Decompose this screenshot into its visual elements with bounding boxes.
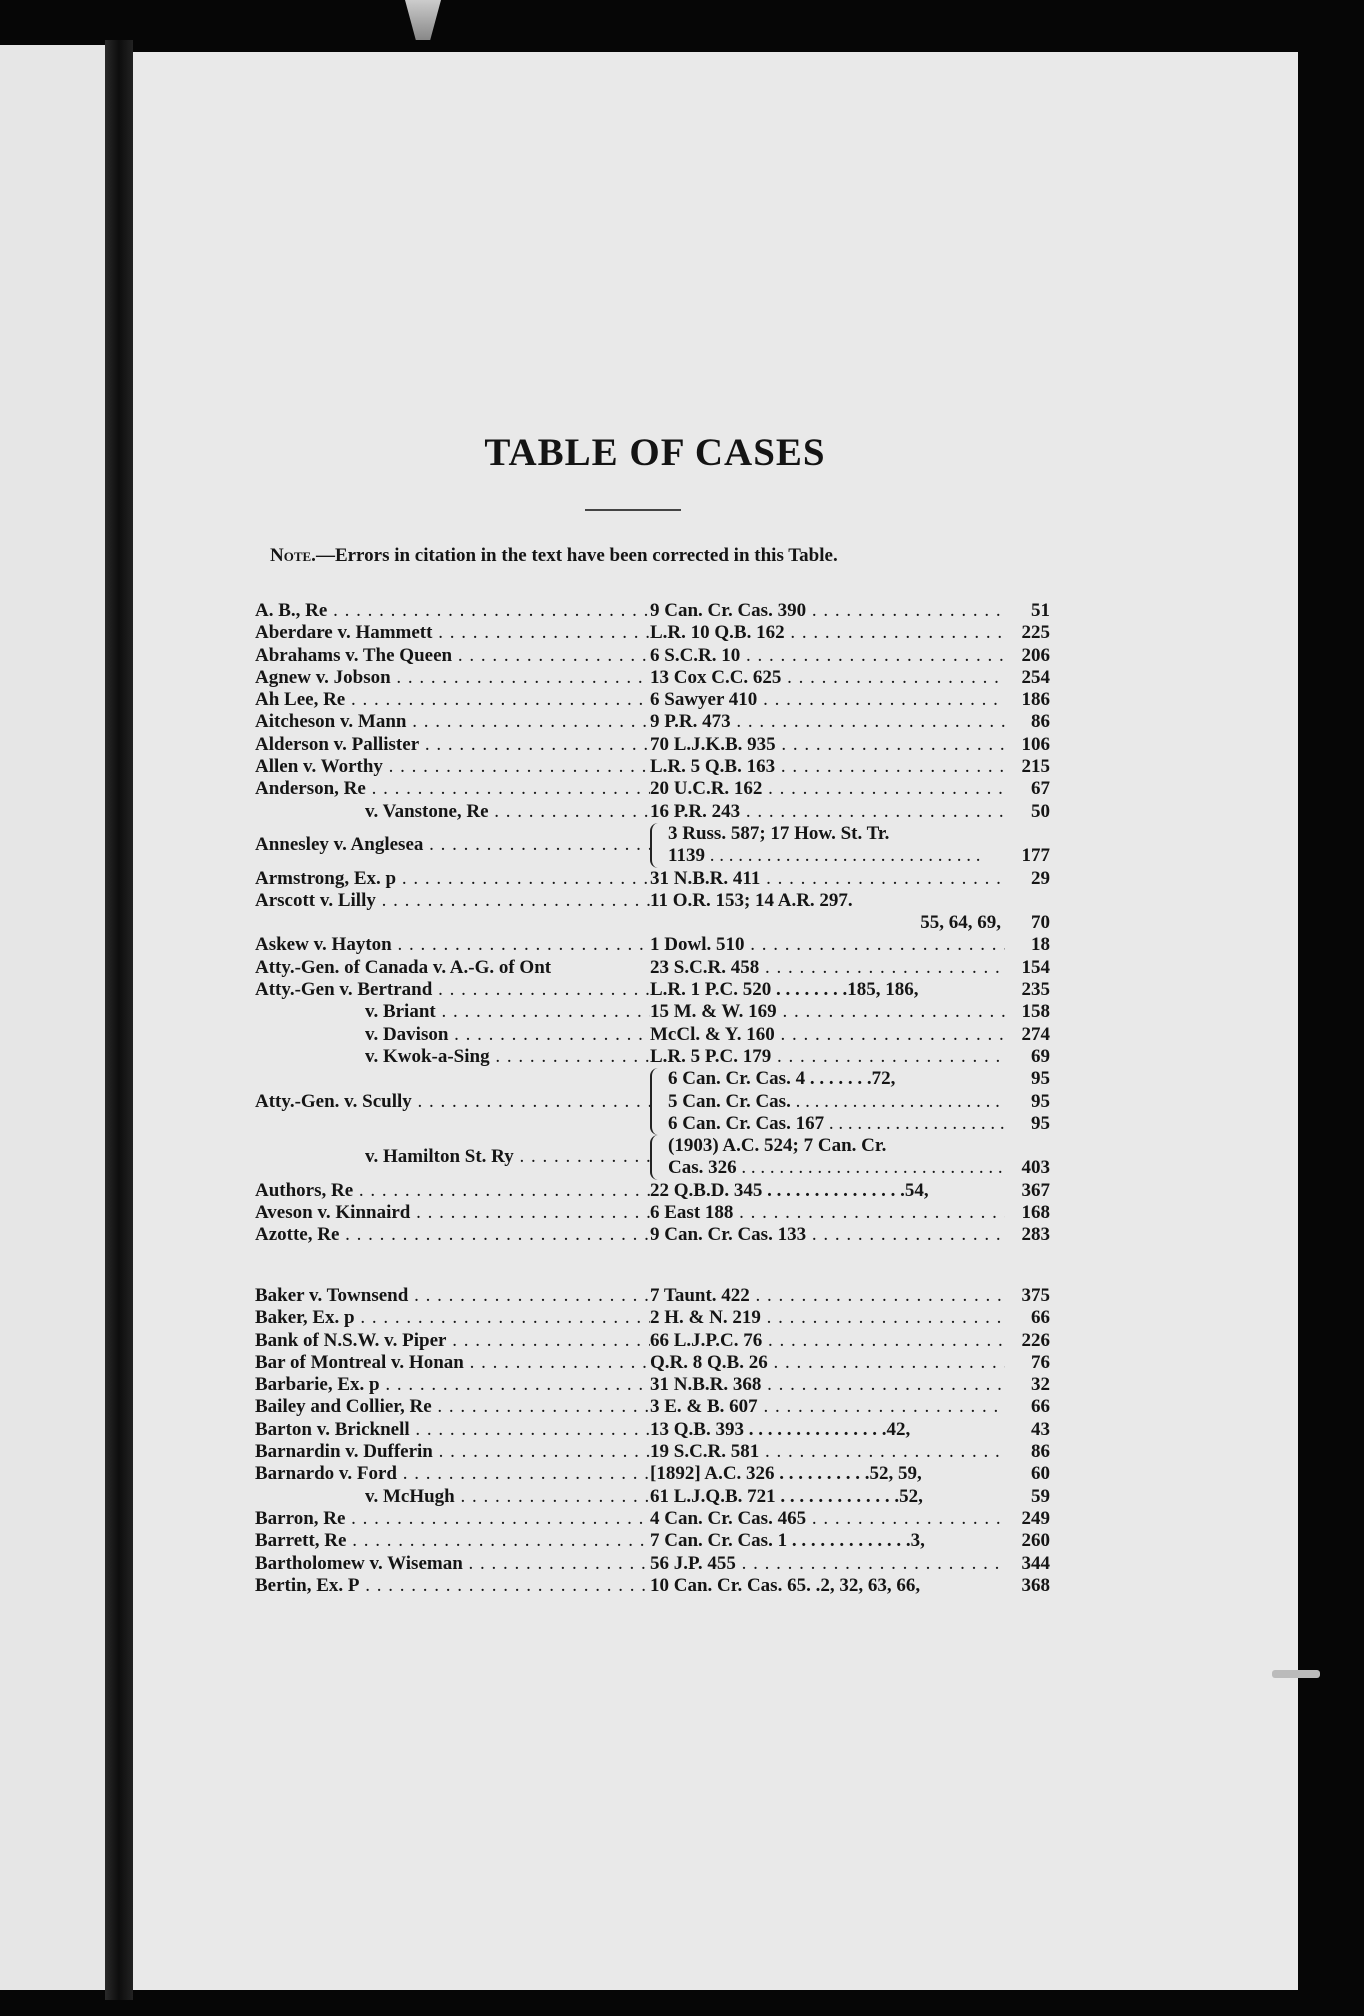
case-row bbox=[255, 868, 1050, 890]
brace bbox=[650, 1135, 662, 1180]
case-page: 60 bbox=[1031, 1463, 1050, 1485]
case-name: Annesley v. Anglesea . . . bbox=[255, 834, 650, 856]
case-name: Aberdare v. Hammett . . . bbox=[255, 622, 650, 644]
case-row bbox=[255, 1530, 1050, 1552]
case-row bbox=[255, 1419, 1050, 1441]
case-citation: 23 S.C.R. 458 . . . bbox=[650, 957, 1005, 979]
case-row bbox=[255, 1024, 1050, 1046]
case-name: Atty.-Gen. of Canada v. A.-G. of Ont bbox=[255, 956, 552, 978]
case-name: Aveson v. Kinnaird . . . bbox=[255, 1202, 650, 1224]
case-name: Anderson, Re . . . bbox=[255, 778, 650, 800]
case-row bbox=[255, 600, 1050, 622]
case-page: 95 bbox=[1031, 1068, 1050, 1090]
page-edge-mark bbox=[1272, 1670, 1320, 1678]
case-citation: McCl. & Y. 160 . . . bbox=[650, 1024, 1005, 1046]
citation-line: 1139 . . . bbox=[668, 845, 980, 867]
case-page: 86 bbox=[1031, 711, 1050, 733]
case-name: v. Kwok-a-Sing . . . bbox=[255, 1046, 650, 1068]
case-page: 29 bbox=[1031, 867, 1050, 889]
note-label: Note. bbox=[270, 545, 316, 566]
case-pages bbox=[1005, 1068, 1050, 1135]
case-citation: Q.R. 8 Q.B. 26 . . . bbox=[650, 1352, 1005, 1374]
case-citation: 2 H. & N. 219 . . . bbox=[650, 1307, 1005, 1329]
case-row bbox=[255, 756, 1050, 778]
case-row bbox=[255, 957, 1050, 979]
case-page: 95 bbox=[1031, 1112, 1050, 1134]
case-name: Authors, Re . . . bbox=[255, 1180, 650, 1202]
case-citation: 31 N.B.R. 411 . . . bbox=[650, 868, 1005, 890]
case-name: Askew v. Hayton . . . bbox=[255, 934, 650, 956]
case-row bbox=[255, 1224, 1050, 1246]
case-name: Ah Lee, Re . . . bbox=[255, 689, 650, 711]
case-page: 106 bbox=[1021, 733, 1050, 755]
case-row bbox=[255, 1001, 1050, 1023]
case-name: v. Vanstone, Re . . . bbox=[255, 801, 650, 823]
case-row bbox=[255, 1307, 1050, 1329]
case-name: Bailey and Collier, Re . . . bbox=[255, 1396, 650, 1418]
case-row bbox=[255, 1135, 1050, 1180]
case-page: 76 bbox=[1031, 1351, 1050, 1373]
case-name: Bertin, Ex. P . . . bbox=[255, 1575, 650, 1597]
cases-section-b bbox=[255, 1285, 1050, 1597]
case-name: A. B., Re . . . bbox=[255, 600, 650, 622]
case-page: 368 bbox=[1021, 1574, 1050, 1596]
title-rule bbox=[585, 509, 681, 511]
case-citation: 15 M. & W. 169 . . . bbox=[650, 1001, 1005, 1023]
case-page: 283 bbox=[1021, 1224, 1050, 1246]
case-row bbox=[255, 801, 1050, 823]
case-row bbox=[255, 1374, 1050, 1396]
case-page: 18 bbox=[1031, 934, 1050, 956]
citation-line: (1903) A.C. 524; 7 Can. Cr. bbox=[668, 1135, 887, 1157]
case-name: Azotte, Re . . . bbox=[255, 1224, 650, 1246]
cases-section-a bbox=[255, 600, 1050, 1247]
case-page: 249 bbox=[1021, 1507, 1050, 1529]
case-row bbox=[255, 1441, 1050, 1463]
case-page: 43 bbox=[1031, 1418, 1050, 1440]
case-name: Atty.-Gen. v. Scully . . . bbox=[255, 1091, 650, 1113]
case-page: 154 bbox=[1021, 956, 1050, 978]
case-citation: 56 J.P. 455 . . . bbox=[650, 1553, 1005, 1575]
case-row bbox=[255, 1352, 1050, 1374]
case-name: Baker v. Townsend . . . bbox=[255, 1285, 650, 1307]
case-name: v. Davison . . . bbox=[255, 1024, 650, 1046]
case-citation: 9 Can. Cr. Cas. 133 . . . bbox=[650, 1224, 1005, 1246]
case-name: v. McHugh . . . bbox=[255, 1486, 650, 1508]
citation-line: 6 Can. Cr. Cas. 167 . . . bbox=[668, 1113, 1005, 1135]
case-name: Barton v. Bricknell . . . bbox=[255, 1419, 650, 1441]
citation-line: 6 Can. Cr. Cas. 4 . . . . . . .72, bbox=[668, 1068, 896, 1090]
case-page: 375 bbox=[1021, 1285, 1050, 1306]
case-page: 95 bbox=[1031, 1090, 1050, 1112]
book-spine bbox=[105, 40, 133, 2000]
case-citation: 13 Q.B. 393 . . . . . . . . . . . . . . .42, bbox=[650, 1418, 911, 1440]
case-row bbox=[255, 622, 1050, 644]
left-page-edge bbox=[0, 45, 105, 1990]
case-row bbox=[255, 1180, 1050, 1202]
citation-line: Cas. 326 . . . bbox=[668, 1157, 1005, 1179]
case-row bbox=[255, 711, 1050, 733]
case-name: Bar of Montreal v. Honan . . . bbox=[255, 1352, 650, 1374]
case-name: Baker, Ex. p . . . bbox=[255, 1307, 650, 1329]
case-row bbox=[255, 1486, 1050, 1508]
case-citation: 7 Can. Cr. Cas. 1 . . . . . . . . . . . . .3, bbox=[650, 1530, 925, 1552]
case-citation: 4 Can. Cr. Cas. 465 . . . bbox=[650, 1508, 1005, 1530]
case-name: Agnew v. Jobson . . . bbox=[255, 667, 650, 689]
case-page: 66 bbox=[1031, 1396, 1050, 1418]
case-page: 225 bbox=[1021, 622, 1050, 644]
case-row bbox=[255, 1396, 1050, 1418]
case-name: Barrett, Re . . . bbox=[255, 1530, 650, 1552]
case-row bbox=[255, 1285, 1050, 1307]
case-page: 177 bbox=[1021, 845, 1050, 867]
case-citation: 9 P.R. 473 . . . bbox=[650, 711, 1005, 733]
case-page: 274 bbox=[1021, 1023, 1050, 1045]
case-name: Bartholomew v. Wiseman . . . bbox=[255, 1553, 650, 1575]
citation-line: 5 Can. Cr. Cas. . . . bbox=[668, 1091, 1005, 1113]
case-name: Barnardin v. Dufferin . . . bbox=[255, 1441, 650, 1463]
case-name: Allen v. Worthy . . . bbox=[255, 756, 650, 778]
case-citation: 9 Can. Cr. Cas. 390 . . . bbox=[650, 600, 1005, 622]
case-page: 235 bbox=[1021, 979, 1050, 1001]
case-page: 51 bbox=[1031, 600, 1050, 621]
case-citation: L.R. 5 Q.B. 163 . . . bbox=[650, 756, 1005, 778]
case-page: 50 bbox=[1031, 800, 1050, 822]
case-name: v. Hamilton St. Ry . . . bbox=[255, 1146, 650, 1168]
case-citation: 6 Sawyer 410 . . . bbox=[650, 689, 1005, 711]
case-name: Armstrong, Ex. p . . . bbox=[255, 868, 650, 890]
case-name: v. Briant . . . bbox=[255, 1001, 650, 1023]
case-name: Barron, Re . . . bbox=[255, 1508, 650, 1530]
case-page: 32 bbox=[1031, 1374, 1050, 1396]
case-citation: 66 L.J.P.C. 76 . . . bbox=[650, 1330, 1005, 1352]
case-row bbox=[255, 1068, 1050, 1135]
case-page: 367 bbox=[1021, 1179, 1050, 1201]
case-name: Barbarie, Ex. p . . . bbox=[255, 1374, 650, 1396]
case-page: 254 bbox=[1021, 666, 1050, 688]
case-row bbox=[255, 667, 1050, 689]
brace bbox=[650, 1068, 662, 1135]
case-citation: 6 S.C.R. 10 . . . bbox=[650, 645, 1005, 667]
case-name: Aitcheson v. Mann . . . bbox=[255, 711, 650, 733]
case-page: 86 bbox=[1031, 1441, 1050, 1463]
case-citation: 61 L.J.Q.B. 721 . . . . . . . . . . . . .52, bbox=[650, 1485, 923, 1507]
case-page: 215 bbox=[1021, 756, 1050, 778]
case-page: 344 bbox=[1021, 1552, 1050, 1574]
case-row bbox=[255, 1330, 1050, 1352]
case-name: Barnardo v. Ford . . . bbox=[255, 1463, 650, 1485]
case-citation: 1 Dowl. 510 . . . bbox=[650, 934, 1005, 956]
page-title: TABLE OF CASES bbox=[484, 431, 826, 474]
note-text: —Errors in citation in the text have been corrected in this Table. bbox=[315, 545, 838, 566]
case-name: Atty.-Gen v. Bertrand . . . bbox=[255, 979, 650, 1001]
page-clip-mark bbox=[405, 0, 441, 40]
case-citation: L.R. 5 P.C. 179 . . . bbox=[650, 1046, 1005, 1068]
case-row bbox=[255, 1463, 1050, 1485]
case-row bbox=[255, 890, 1050, 912]
case-row bbox=[255, 645, 1050, 667]
case-citation: L.R. 10 Q.B. 162 . . . bbox=[650, 622, 1005, 644]
case-citation: 10 Can. Cr. Cas. 65. .2, 32, 63, 66, bbox=[650, 1574, 921, 1596]
case-row bbox=[255, 1202, 1050, 1224]
case-row-continuation bbox=[255, 912, 1050, 934]
case-citation: 31 N.B.R. 368 . . . bbox=[650, 1374, 1005, 1396]
brace bbox=[650, 823, 662, 868]
case-page: 186 bbox=[1021, 689, 1050, 711]
case-name: Alderson v. Pallister . . . bbox=[255, 734, 650, 756]
case-name: Bank of N.S.W. v. Piper . . . bbox=[255, 1330, 650, 1352]
case-row bbox=[255, 934, 1050, 956]
case-page: 206 bbox=[1021, 644, 1050, 666]
case-row bbox=[255, 689, 1050, 711]
case-page: 226 bbox=[1021, 1329, 1050, 1351]
case-citation: 22 Q.B.D. 345 . . . . . . . . . . . . . . .54, bbox=[650, 1179, 929, 1201]
case-row bbox=[255, 823, 1050, 868]
case-citation: 19 S.C.R. 581 . . . bbox=[650, 1441, 1005, 1463]
case-row bbox=[255, 778, 1050, 800]
case-page: 70 bbox=[1031, 912, 1050, 934]
case-citation: 70 L.J.K.B. 935 . . . bbox=[650, 734, 1005, 756]
case-citation: 6 East 188 . . . bbox=[650, 1202, 1005, 1224]
case-page: 403 bbox=[1021, 1157, 1050, 1179]
case-citation: [1892] A.C. 326 . . . . . . . . . .52, 59, bbox=[650, 1463, 922, 1485]
case-citation: 16 P.R. 243 . . . bbox=[650, 801, 1005, 823]
case-citation: 3 E. & B. 607 . . . bbox=[650, 1396, 1005, 1418]
case-citation: 13 Cox C.C. 625 . . . bbox=[650, 667, 1005, 689]
case-page: 69 bbox=[1031, 1045, 1050, 1067]
case-citation bbox=[650, 1068, 1005, 1135]
case-name: Abrahams v. The Queen . . . bbox=[255, 645, 650, 667]
case-row bbox=[255, 1508, 1050, 1530]
case-page: 59 bbox=[1031, 1485, 1050, 1507]
case-pages-continued: 55, 64, 69, bbox=[920, 912, 1001, 934]
citation-line: 3 Russ. 587; 17 How. St. Tr. bbox=[668, 822, 890, 844]
case-row bbox=[255, 979, 1050, 1001]
case-citation: L.R. 1 P.C. 520 . . . . . . . .185, 186, bbox=[650, 979, 919, 1001]
case-row bbox=[255, 1046, 1050, 1068]
case-citation: 7 Taunt. 422 . . . bbox=[650, 1285, 1005, 1307]
case-page: 260 bbox=[1021, 1530, 1050, 1552]
case-name: Arscott v. Lilly . . . bbox=[255, 890, 650, 912]
case-row bbox=[255, 734, 1050, 756]
case-page: 168 bbox=[1021, 1202, 1050, 1224]
case-row bbox=[255, 1575, 1050, 1597]
case-page: 158 bbox=[1021, 1001, 1050, 1023]
case-citation: 20 U.C.R. 162 . . . bbox=[650, 778, 1005, 800]
case-citation bbox=[650, 823, 1005, 868]
case-citation: 11 O.R. 153; 14 A.R. 297. bbox=[650, 889, 853, 911]
case-page: 66 bbox=[1031, 1307, 1050, 1329]
case-row bbox=[255, 1553, 1050, 1575]
note bbox=[270, 545, 1045, 567]
case-page: 67 bbox=[1031, 778, 1050, 800]
case-citation bbox=[650, 1135, 1005, 1180]
